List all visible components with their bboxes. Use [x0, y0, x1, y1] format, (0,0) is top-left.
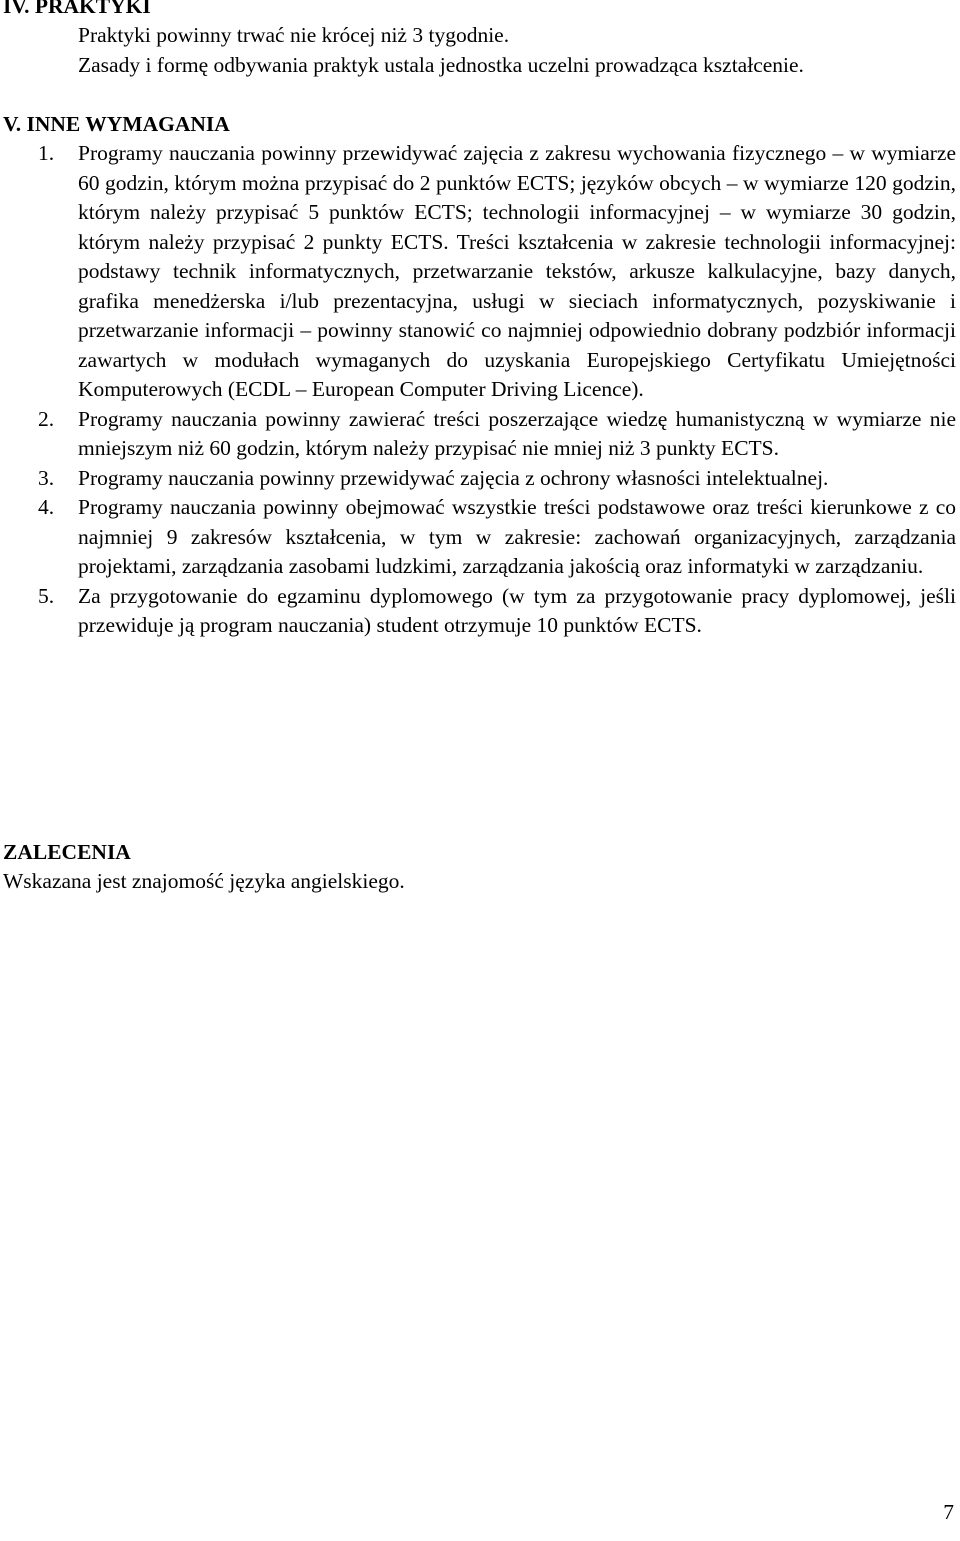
requirement-item-4 [0, 493, 960, 582]
requirement-text: Za przygotowanie do egzaminu dyplomowego (w tym za przygotowanie pracy dyplomowej, jeśli przewiduje ją program nauczania) student otrzymuje 10 punktów ECTS. [78, 583, 956, 637]
requirement-number: 5. [38, 583, 55, 608]
requirement-item-2 [0, 405, 960, 464]
section-praktyki [0, 0, 960, 80]
requirement-item-1 [0, 139, 960, 405]
requirement-text: Programy nauczania powinny przewidywać zajęcia z ochrony własności intelektualnej. [78, 465, 829, 490]
requirement-number: 2. [38, 406, 55, 431]
section-inne-wymagania [0, 110, 960, 641]
section-title-zalecenia: ZALECENIA [3, 840, 131, 864]
requirement-text: Programy nauczania powinny zawierać treści poszerzające wiedzę humanistyczną w wymiarze nie mniejszym niż 60 godzin, którym należy przypisać nie mniej niż 3 punkty ECTS. [78, 406, 956, 460]
requirement-item-3 [0, 464, 960, 494]
section-title-praktyki: IV. PRAKTYKI [3, 0, 151, 18]
requirement-text: Programy nauczania powinny obejmować wszystkie treści podstawowe oraz treści kierunkowe z co najmniej 9 zakresów kształcenia, w tym w zakresie: zachowań organizacyjnych, zarządzania projektami, zarządzania zasobami ludzkimi, zarządzania jakością oraz informatyki w zarządzaniu. [78, 495, 956, 578]
requirement-item-5 [0, 582, 960, 641]
requirement-text: Programy nauczania powinny przewidywać zajęcia z zakresu wychowania fizycznego – w wymiarze 60 godzin, którym można przypisać do 2 punktów ECTS; języków obcych – w wymiarze 120 godzin, którym należy przypisać 5 punktów ECTS; technologii informacyjnej – w wymiarze 30 godzin, którym należy przypisać 2 punkty ECTS. Treści kształcenia w zakresie technologii informacyjnej: podstawy technik informatycznych, przetwarzanie tekstów, arkusze kalkulacyjne, bazy danych, grafika menedżerska i/lub prezentacyjna, usługi w sieciach informatycznych, pozyskiwanie i przetwarzanie informacji – powinny stanowić co najmniej odpowiednio dobrany podzbiór informacji zawartych w modułach wymaganych do uzyskania Europejskiego Certyfikatu Umiejętności Komputerowych (ECDL – European Computer Driving Licence). [78, 141, 956, 401]
section-title-inne-wymagania: V. INNE WYMAGANIA [3, 112, 230, 136]
praktyki-line-duration: Praktyki powinny trwać nie krócej niż 3 tygodnie. [78, 23, 510, 47]
page-number: 7 [943, 1500, 954, 1524]
praktyki-line-rules: Zasady i formę odbywania praktyk ustala jednostka uczelni prowadząca kształcenie. [78, 52, 804, 77]
requirements-list [0, 139, 960, 641]
requirement-number: 1. [38, 141, 55, 165]
requirement-number: 4. [38, 495, 55, 519]
section-zalecenia [0, 838, 960, 897]
zalecenia-text: Wskazana jest znajomość języka angielskiego. [3, 869, 405, 893]
requirement-number: 3. [38, 465, 55, 490]
